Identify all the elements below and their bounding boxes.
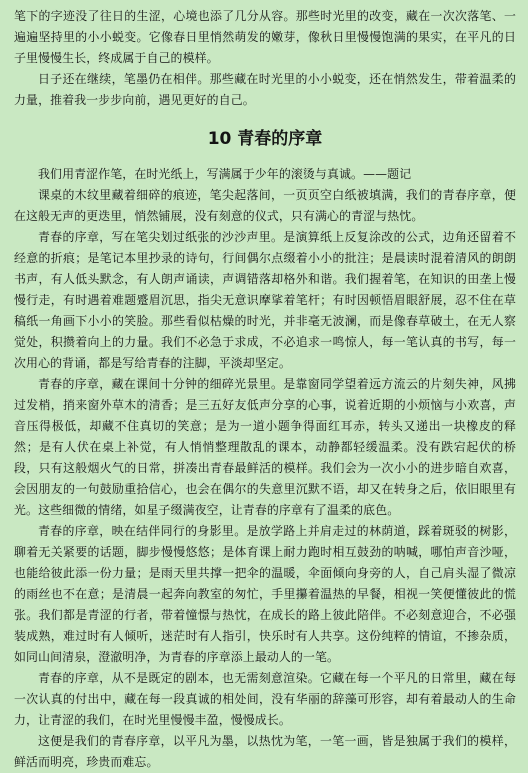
epigraph: 我们用青涩作笔，在时光纸上，写满属于少年的滚烫与真诚。——题记: [38, 167, 412, 181]
chapter-paragraph-1: 课桌的木纹里藏着细碎的痕迹，笔尖起落间，一页页空白纸被填满，我们的青春序章，便在这般无声的更迭里，悄然铺展，没有刻意的仪式，只有满心的青涩与热忱。: [14, 188, 516, 223]
intro-paragraph-2: 日子还在继续，笔墨仍在相伴。那些藏在时光里的小小蜕变，还在悄然发生，带着温柔的力量，推着我一步步向前，遇见更好的自己。: [14, 72, 516, 107]
intro-paragraph-1: 笔下的字迹没了往日的生涩，心境也添了几分从容。那些时光里的改变，藏在一次次落笔、一遍遍坚持里的小小蜕变。它像春日里悄然萌发的嫩芽，像秋日里慢慢饱满的果实，在平凡的日子里慢慢生长，终成属于自己的模样。: [14, 9, 516, 65]
chapter-title: 10 青春的序章: [207, 129, 323, 149]
chapter-paragraph-6: 这便是我们的青春序章，以平凡为墨，以热忱为笔，一笔一画，皆是独属于我们的模样，鲜活而明亮，珍贵而难忘。: [14, 734, 516, 769]
chapter-paragraph-2: 青春的序章，写在笔尖划过纸张的沙沙声里。是演算纸上反复涂改的公式，边角还留着不经意的折痕；是笔记本里抄录的诗句，行间偶尔点缀着小小的批注；是晨读时混着清风的朗朗书声，有人低头默念，有人朗声诵读，声调错落却格外和谐。我们握着笔，在知识的田垄上慢慢行走，有时遇着难题蹙眉沉思，指尖无意识摩挲着笔杆；有时因顿悟眉眼舒展，忍不住在草稿纸一角画下小小的笑脸。那些看似枯燥的时光，并非毫无波澜，而是像春草破土，在无人察觉处，积攒着向上的力量。我们不必急于求成，不必追求一鸣惊人，每一笔认真的书写，每一次用心的背诵，都是写给青春的注脚，平淡却坚定。: [14, 230, 516, 370]
chapter-paragraph-5: 青春的序章，从不是既定的剧本，也无需刻意渲染。它藏在每一个平凡的日常里，藏在每一次认真的付出中，藏在每一段真诚的相处间，没有华丽的辞藻可形容，却有着最动人的生命力，让青涩的我们，在时光里慢慢丰盈，慢慢成长。: [14, 671, 516, 727]
chapter-paragraph-3: 青春的序章，藏在课间十分钟的细碎光景里。是靠窗同学望着远方流云的片刻失神，风拂过发梢，捎来窗外草木的清香；是三五好友低声分享的心事，说着近期的小烦恼与小欢喜，声音压得极低，却藏不住真切的笑意；是为一道小题争得面红耳赤，转头又递出一块橡皮的释然；是有人伏在桌上补觉，有人悄悄整理散乱的课本，动静都轻缓温柔。没有跌宕起伏的桥段，只有这般烟火气的日常，拼凑出青春最鲜活的模样。我们会为一次小小的进步暗自欢喜，会因朋友的一句鼓励重拾信心，也会在偶尔的失意里沉默不语，却又在转身之后，依旧眼里有光。这些细微的情绪，如星子缀满夜空，让青春的序章有了温柔的底色。: [14, 377, 516, 517]
chapter-paragraph-4: 青春的序章，映在结伴同行的身影里。是放学路上并肩走过的林荫道，踩着斑驳的树影，聊着无关紧要的话题，脚步慢慢悠悠；是体育课上耐力跑时相互鼓劲的呐喊，哪怕声音沙哑，也能给彼此添一份力量；是雨天里共撑一把伞的温暖，伞面倾向身旁的人，自己肩头湿了微凉的雨丝也不在意；是清晨一起奔向教室的匆忙，手里攥着温热的早餐，相视一笑便懂彼此的慌张。我们都是青涩的行者，带着憧憬与热忱，在成长的路上彼此陪伴。不必刻意迎合，不必强装成熟，难过时有人倾听，迷茫时有人指引，快乐时有人共享。这份纯粹的情谊，不掺杂质，如同山间清泉，澄澈明净，为青春的序章添上最动人的一笔。: [14, 524, 516, 664]
